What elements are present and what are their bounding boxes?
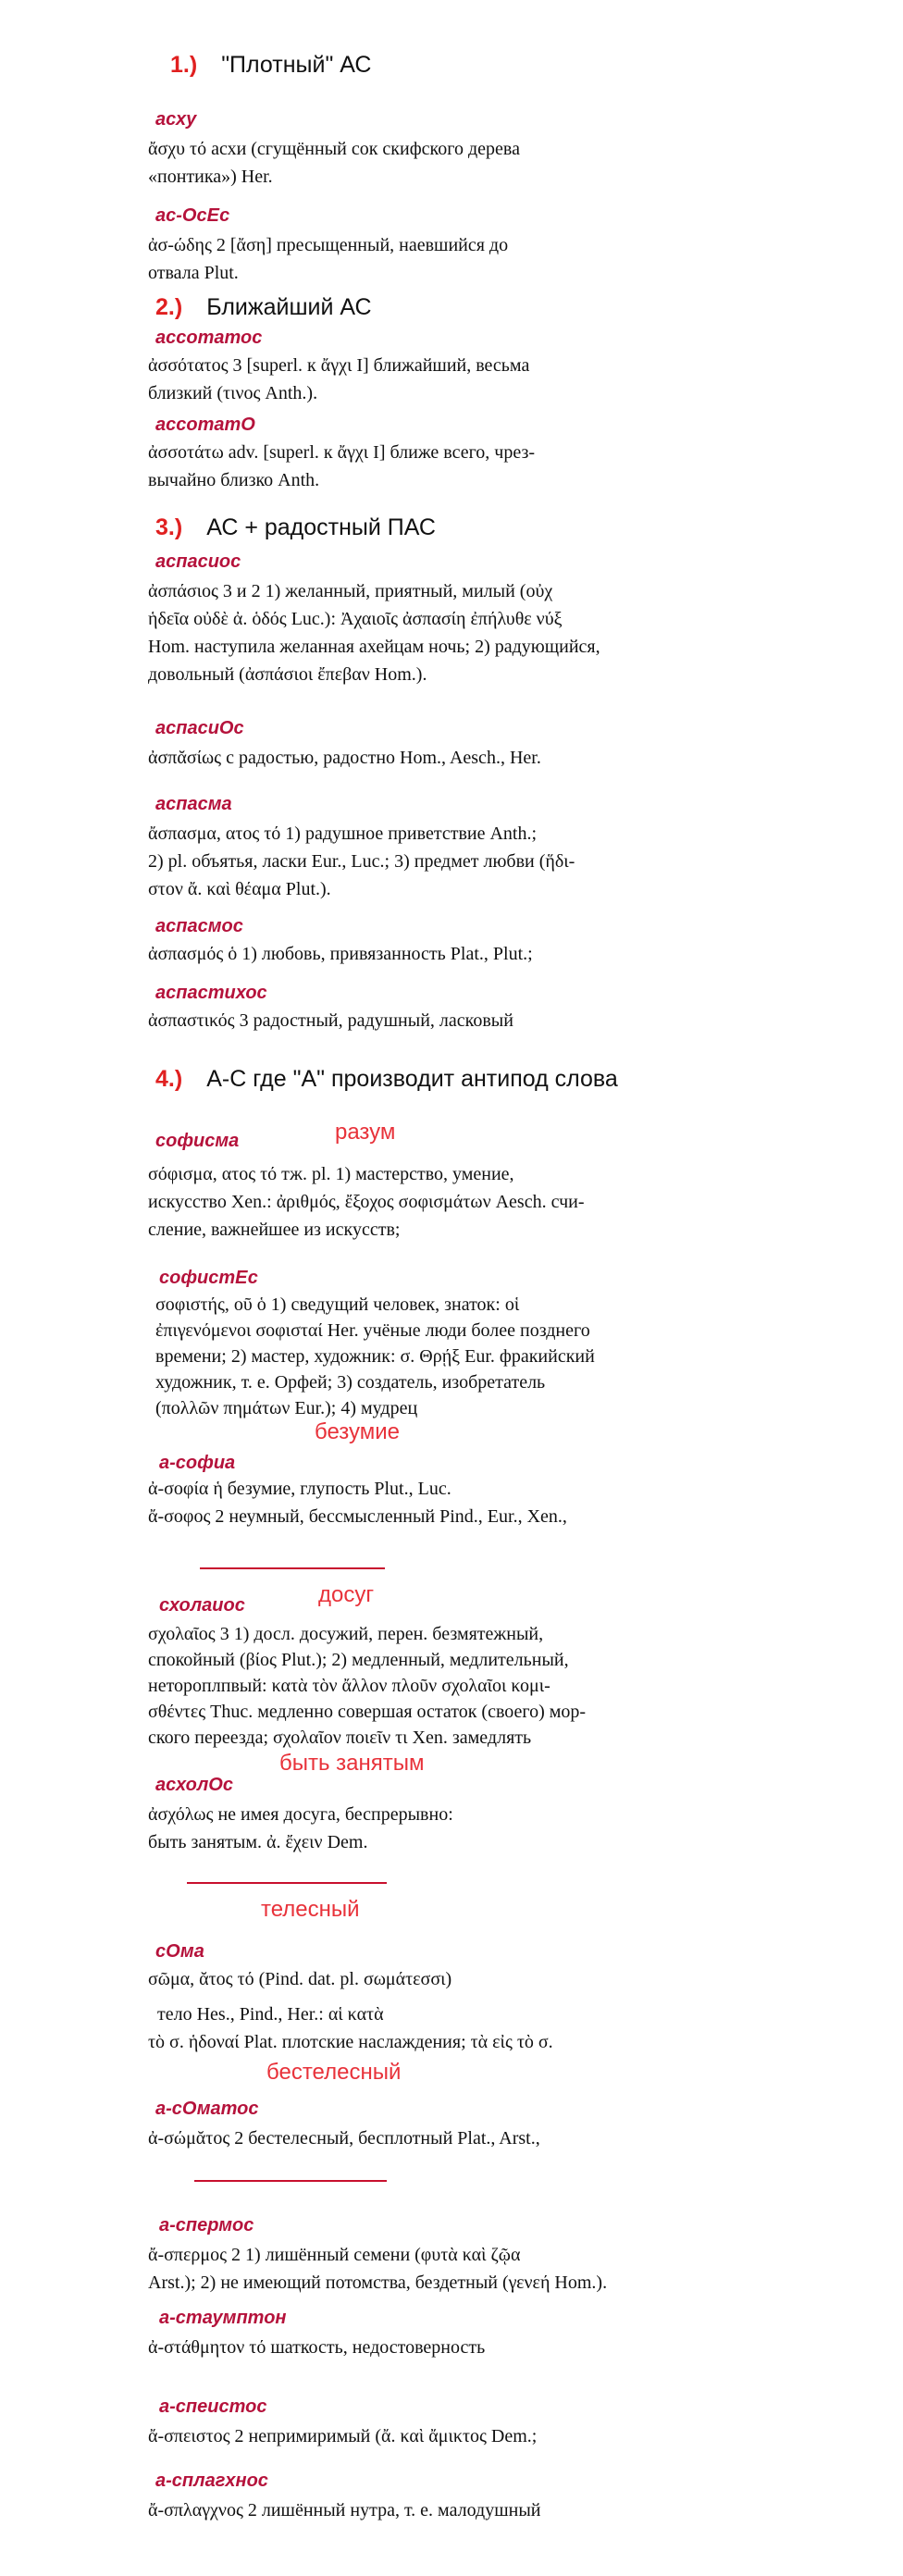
dictionary-entry bbox=[148, 940, 533, 968]
section-number: 3.) bbox=[155, 514, 183, 540]
section-title: АС + радостный ПАС bbox=[206, 514, 436, 540]
translit-label: аспасмос bbox=[155, 916, 243, 936]
entry-line: спокойный (βίος Plut.); 2) медленный, медлительный, bbox=[148, 1650, 569, 1670]
entry-line: ἄσπασμα, ατος τό 1) радушное приветствие Anth.; bbox=[148, 824, 538, 844]
entry-line: отвала Plut. bbox=[148, 263, 239, 283]
dictionary-entry bbox=[148, 439, 535, 494]
dictionary-entry bbox=[148, 352, 529, 407]
dictionary-entry bbox=[148, 820, 575, 903]
translit-label: асхолОс bbox=[155, 1775, 233, 1795]
section-number: 2.) bbox=[155, 294, 183, 320]
annotation-label: быть занятым bbox=[279, 1751, 425, 1776]
entry-line: ἀσσότατος 3 [superl. к ἄγχι I] ближайший, весьма bbox=[148, 355, 530, 376]
divider-line bbox=[200, 1567, 385, 1569]
entry-line: ἄσχυ τό асхи (сгущённый сок скифского дерева bbox=[148, 139, 520, 159]
entry-line: ἀσπασμός ὁ 1) любовь, привязанность Plat., Plut.; bbox=[148, 944, 533, 964]
translit-label: а-спермос bbox=[159, 2215, 254, 2235]
section-heading-1 bbox=[170, 52, 371, 79]
translit-label: схолаиос bbox=[159, 1595, 245, 1616]
annotation-label: разум bbox=[335, 1120, 396, 1145]
entry-line: художник, т. е. Орфей; 3) создатель, изобретатель bbox=[155, 1372, 546, 1393]
translit-label: асху bbox=[155, 109, 197, 130]
translit-label: аспастихос bbox=[155, 983, 267, 1003]
dictionary-entry bbox=[148, 577, 600, 688]
dictionary-entry bbox=[148, 1965, 553, 2056]
section-title: "Плотный" АС bbox=[221, 52, 372, 78]
entry-line: σοφιστής, οῦ ὁ 1) сведущий человек, знаток: οἱ bbox=[155, 1294, 520, 1315]
section-title: Ближайший АС bbox=[206, 294, 372, 320]
entry-line: ἀσπᾰσίως с радостью, радостно Hom., Aesch., Her. bbox=[148, 748, 541, 768]
entry-line: στον ἄ. καὶ θέαμα Plut.). bbox=[148, 879, 331, 899]
entry-line: ἀ-σώμᾰτος 2 бестелесный, бесплотный Plat., Arst., bbox=[148, 2128, 540, 2149]
entry-line: ἄ-σπερμος 2 1) лишённый семени (φυτὰ καὶ ζῷα bbox=[148, 2245, 521, 2265]
annotation-label: безумие bbox=[315, 1419, 401, 1444]
entry-line: ского переезда; σχολαῖον ποιεῖν τι Xen. замедлять bbox=[148, 1728, 532, 1748]
entry-line: ἄ-σπλαγχνος 2 лишённый нутра, т. е. малодушный bbox=[148, 2500, 541, 2520]
section-title: А-С где "А" производит антипод слова bbox=[206, 1066, 618, 1092]
entry-line: ἀσπαστικός 3 радостный, радушный, ласковый bbox=[148, 1010, 513, 1031]
dictionary-entry bbox=[148, 1160, 585, 1244]
translit-label: аспасма bbox=[155, 794, 232, 814]
entry-line: σῶμα, ᾰτος τό (Pind. dat. pl. σωμάτεσσι) bbox=[148, 1969, 452, 1989]
entry-line: времени; 2) мастер, художник: σ. Θρῄξ Eur. фракийский bbox=[155, 1346, 595, 1367]
translit-label: софисма bbox=[155, 1131, 240, 1151]
entry-line: тело Hes., Pind., Her.: αἱ κατὰ bbox=[157, 2004, 384, 2025]
section-heading-2 bbox=[155, 294, 372, 321]
entry-line: довольный (ἀσπάσιοι ἔπεβαν Hom.). bbox=[148, 664, 427, 685]
dictionary-entry bbox=[148, 2496, 540, 2524]
entry-line: вычайно близко Anth. bbox=[148, 470, 320, 490]
entry-line: 2) pl. объятья, ласки Eur., Luc.; 3) предмет любви (ἥδι- bbox=[148, 851, 575, 872]
entry-line: ἀ-στάθμητον τό шаткость, недостоверность bbox=[148, 2337, 486, 2358]
translit-label: ас-ОсЕс bbox=[155, 205, 230, 226]
translit-label: софистЕс bbox=[159, 1268, 258, 1288]
dictionary-entry bbox=[148, 2124, 540, 2152]
entry-line: σθέντες Thuc. медленно совершая остаток (своего) мор- bbox=[148, 1702, 587, 1722]
section-number: 1.) bbox=[170, 52, 198, 78]
dictionary-entry bbox=[148, 2241, 607, 2297]
entry-line: (πολλῶν πημάτων Eur.); 4) мудрец bbox=[155, 1398, 418, 1418]
dictionary-entry bbox=[148, 2422, 537, 2450]
translit-label: аспасиос bbox=[155, 551, 241, 572]
annotation-label: телесный bbox=[261, 1897, 360, 1922]
entry-line: ἀ-σοφία ἡ безумие, глупость Plut., Luc. bbox=[148, 1479, 452, 1499]
entry-line: ἐπιγενόμενοι σοφισταί Her. учёные люди более позднего bbox=[155, 1320, 590, 1341]
entry-line: ἀσπάσιος 3 и 2 1) желанный, приятный, милый (οὐχ bbox=[148, 581, 553, 601]
entry-line: сление, важнейшее из искусств; bbox=[148, 1220, 401, 1240]
entry-line: близкий (τινος Anth.). bbox=[148, 383, 318, 403]
entry-line: Hom. наступила желанная ахейцам ночь; 2) радующийся, bbox=[148, 637, 600, 657]
entry-line: ἀσσοτάτω adv. [superl. к ἄγχι I] ближе всего, чрез- bbox=[148, 442, 536, 463]
dictionary-entry bbox=[148, 1007, 513, 1034]
divider-line bbox=[194, 2180, 387, 2182]
entry-line: нетороплпвый: κατὰ τὸν ἄλλον πλοῦν σχολαῖοι κομι- bbox=[148, 1676, 550, 1696]
entry-line: искусство Xen.: ἀριθμός, ἔξοχος σοφισμάτων Aesch. счи- bbox=[148, 1192, 585, 1212]
dictionary-entry bbox=[148, 1621, 586, 1751]
entry-line: σχολαῖος 3 1) досл. досужий, перен. безмятежный, bbox=[148, 1624, 544, 1644]
translit-label: а-стаумптон bbox=[159, 2308, 287, 2328]
dictionary-entry bbox=[148, 231, 508, 287]
divider-line bbox=[187, 1882, 387, 1884]
entry-line: ἀσ-ώδης 2 [ἄση] пресыщенный, наевшийся до bbox=[148, 235, 509, 255]
entry-line: ἄ-σοφος 2 неумный, бессмысленный Pind., Eur., Xen., bbox=[148, 1506, 567, 1527]
translit-label: а-сплагхнос bbox=[155, 2471, 268, 2491]
translit-label: ассотатО bbox=[155, 415, 255, 435]
dictionary-entry bbox=[148, 1801, 453, 1856]
translit-label: аспасиОс bbox=[155, 718, 244, 738]
translit-label: а-спеистос bbox=[159, 2396, 267, 2417]
entry-line: «понтика») Her. bbox=[148, 167, 273, 187]
entry-line: ἄ-σπειστος 2 непримиримый (ἄ. καὶ ἄμικτος Dem.; bbox=[148, 2426, 538, 2446]
entry-line: быть занятым. ἀ. ἔχειν Dem. bbox=[148, 1832, 368, 1852]
entry-line: Arst.); 2) не имеющий потомства, бездетный (γενεή Hom.). bbox=[148, 2273, 608, 2293]
section-number: 4.) bbox=[155, 1066, 183, 1092]
translit-label: ассотатос bbox=[155, 328, 263, 348]
dictionary-entry bbox=[148, 135, 520, 191]
entry-line: σόφισμα, ατος τό тж. pl. 1) мастерство, умение, bbox=[148, 1164, 514, 1184]
translit-label: а-сОматос bbox=[155, 2099, 259, 2119]
annotation-label: досуг bbox=[318, 1582, 375, 1607]
dictionary-entry bbox=[155, 1292, 595, 1421]
entry-line: τὸ σ. ἡδοναί Plat. плотские наслаждения; τὰ εἰς τὸ σ. bbox=[148, 2032, 553, 2052]
dictionary-entry bbox=[148, 2334, 485, 2361]
annotation-label: бестелесный bbox=[266, 2060, 402, 2085]
dictionary-entry bbox=[148, 1475, 567, 1530]
entry-line: ἀσχόλως не имея досуга, беспрерывно: bbox=[148, 1804, 453, 1825]
section-heading-4 bbox=[155, 1066, 618, 1093]
translit-label: сОма bbox=[155, 1941, 204, 1962]
section-heading-3 bbox=[155, 514, 436, 541]
dictionary-entry bbox=[148, 744, 541, 772]
translit-label: а-софиа bbox=[159, 1453, 236, 1473]
entry-line: ἡδεῖα οὐδὲ ἀ. ὁδός Luc.): Ἀχαιοῖς ἀσπασίη ἐπήλυθε νύξ bbox=[148, 609, 563, 629]
